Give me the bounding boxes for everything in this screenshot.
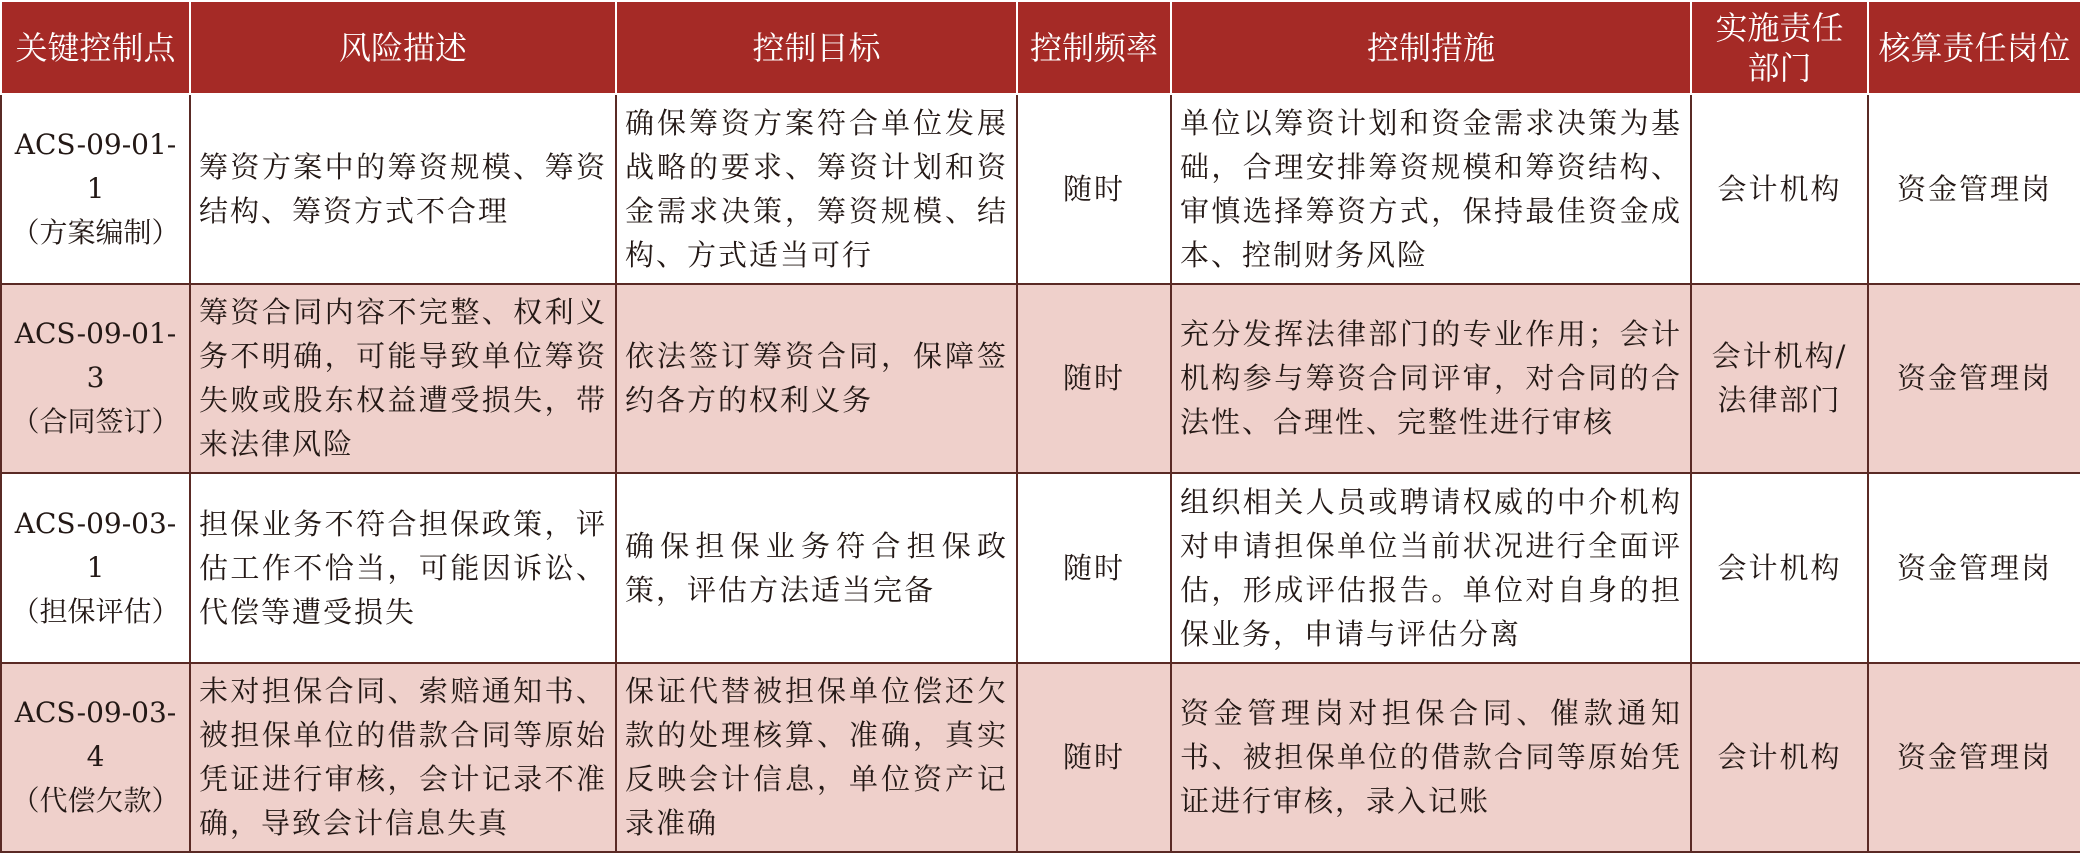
accounting-post-cell: 资金管理岗 [1868, 473, 2080, 663]
control-name: （方案编制） [11, 215, 180, 249]
table-body [1, 94, 2080, 852]
department-line: 会计机构 [1717, 171, 1842, 206]
responsible-department-cell [1691, 473, 1868, 663]
risk-description-cell: 筹资方案中的筹资规模、筹资结构、筹资方式不合理 [190, 94, 616, 284]
risk-description-cell: 未对担保合同、索赔通知书、被担保单位的借款合同等原始凭证进行审核，会计记录不准确，导致会计信息失真 [190, 663, 616, 853]
control-frequency-cell: 随时 [1017, 94, 1171, 284]
control-name: （合同签订） [11, 405, 180, 439]
header-risk-description: 风险描述 [190, 1, 616, 94]
accounting-post-cell: 资金管理岗 [1868, 284, 2080, 474]
control-measure-cell: 单位以筹资计划和资金需求决策为基础，合理安排筹资规模和筹资结构、审慎选择筹资方式，保持最佳资金成本、控制财务风险 [1171, 94, 1691, 284]
department-line: 会计机构/ [1711, 339, 1848, 374]
risk-description-cell: 筹资合同内容不完整、权利义务不明确，可能导致单位筹资失败或股东权益遭受损失，带来法律风险 [190, 284, 616, 474]
table-header [1, 1, 2080, 94]
control-name: （担保评估） [11, 594, 180, 628]
control-measure-cell: 组织相关人员或聘请权威的中介机构对申请担保单位当前状况进行全面评估，形成评估报告。单位对自身的担保业务，申请与评估分离 [1171, 473, 1691, 663]
responsible-department-cell [1691, 663, 1868, 853]
control-objective-cell: 确保担保业务符合担保政策，评估方法适当完备 [616, 473, 1017, 663]
accounting-post-cell: 资金管理岗 [1868, 94, 2080, 284]
table-row [1, 94, 2080, 284]
header-accounting-post: 核算责任岗位 [1868, 1, 2080, 94]
header-dept-line-1: 实施责任 [1715, 8, 1844, 47]
control-code: ACS-09-03-4 [14, 696, 177, 774]
control-frequency-cell: 随时 [1017, 663, 1171, 853]
responsible-department-cell [1691, 94, 1868, 284]
table-row [1, 473, 2080, 663]
control-objective-cell: 依法签订筹资合同，保障签约各方的权利义务 [616, 284, 1017, 474]
control-objective-cell: 保证代替被担保单位偿还欠款的处理核算、准确，真实反映会计信息，单位资产记录准确 [616, 663, 1017, 853]
header-key-control-point: 关键控制点 [1, 1, 190, 94]
header-control-measure: 控制措施 [1171, 1, 1691, 94]
header-control-objective: 控制目标 [616, 1, 1017, 94]
table-row [1, 663, 2080, 853]
risk-description-cell: 担保业务不符合担保政策，评估工作不恰当，可能因诉讼、代偿等遭受损失 [190, 473, 616, 663]
table-row [1, 284, 2080, 474]
key-control-point-cell [1, 284, 190, 474]
key-control-point-cell [1, 94, 190, 284]
department-line: 会计机构 [1717, 550, 1842, 585]
control-name: （代偿欠款） [11, 784, 180, 818]
header-row [1, 1, 2080, 94]
header-control-frequency: 控制频率 [1017, 1, 1171, 94]
control-measure-cell: 资金管理岗对担保合同、催款通知书、被担保单位的借款合同等原始凭证进行审核，录入记账 [1171, 663, 1691, 853]
responsible-department-cell [1691, 284, 1868, 474]
control-code: ACS-09-01-1 [14, 127, 177, 205]
accounting-post-cell: 资金管理岗 [1868, 663, 2080, 853]
control-objective-cell: 确保筹资方案符合单位发展战略的要求、筹资计划和资金需求决策，筹资规模、结构、方式适当可行 [616, 94, 1017, 284]
control-measure-cell: 充分发挥法律部门的专业作用；会计机构参与筹资合同评审，对合同的合法性、合理性、完整性进行审核 [1171, 284, 1691, 474]
key-control-point-cell [1, 663, 190, 853]
control-code: ACS-09-01-3 [14, 317, 177, 395]
key-control-point-cell [1, 473, 190, 663]
department-line: 会计机构 [1717, 740, 1842, 775]
department-line: 法律部门 [1717, 383, 1842, 418]
control-code: ACS-09-03-1 [14, 506, 177, 584]
header-responsible-department [1691, 1, 1868, 94]
control-frequency-cell: 随时 [1017, 473, 1171, 663]
control-frequency-cell: 随时 [1017, 284, 1171, 474]
header-dept-line-2: 部门 [1747, 48, 1812, 87]
